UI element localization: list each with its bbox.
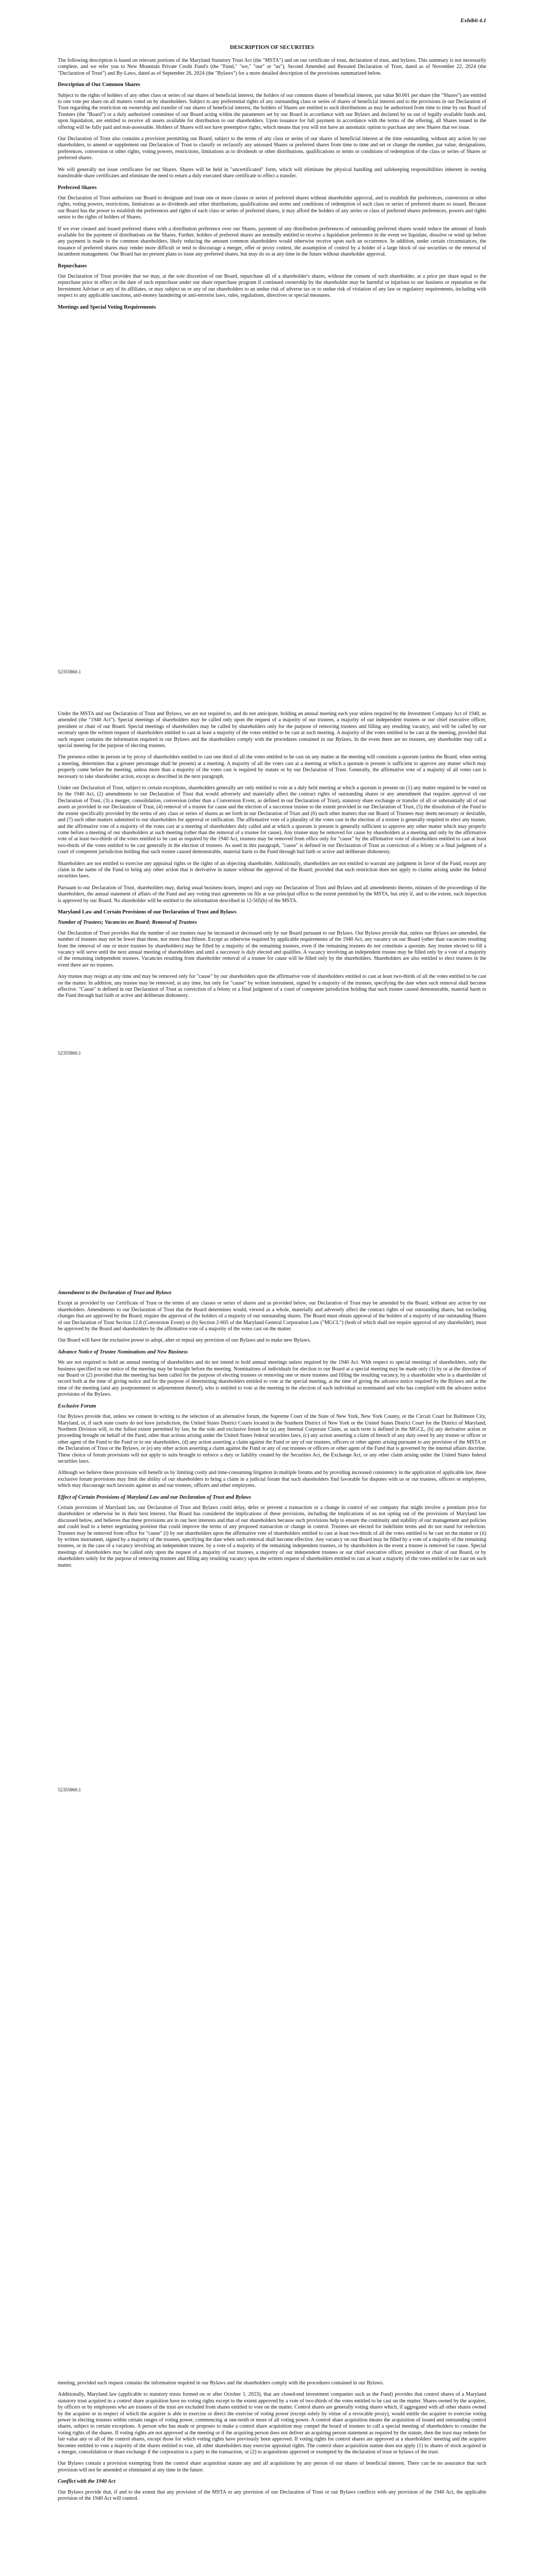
section-heading-preferred-shares: Preferred Shares	[58, 184, 97, 191]
paragraph: We will generally not issue certificates for our Shares. Shares will be held in "uncertificated" form, which will eliminate the physical handling and safekeeping responsibilities inherent in owning transferable share certificates and eliminate the need to return a duly executed share certificate to effect a transfer.	[58, 166, 486, 179]
paragraph: Subject to the rights of holders of any other class or series of our shares of beneficial interest, the holders of our common shares of beneficial interest, par value $0.001 per share (the "Shares") are entitled to one vote per share on all matters voted on by shareholders. Subject to any preferential rights of any outstanding class or series of shares of beneficial interest and to the provisions in our Declaration of Trust regarding the restriction on ownership and transfer of our shares of beneficial interest, the holders of Shares are entitled to such distributions as may be authorized from time to time by our Board of Trustees (the "Board") or a duly authorized committee of our Board acting within the parameters set by our Board in accordance with our Bylaws and declared by us out of legally available funds and, upon liquidation, are entitled to receive all assets available for distribution to our shareholders. Upon issuance for full payment in accordance with the terms of the offering, all Shares issued in the offering will be fully paid and non-assessable. Holders of Shares will not have preemptive rights, which means that you will not have an automatic option to purchase any new Shares that we issue.	[58, 92, 486, 130]
paragraph: Under our Declaration of Trust, subject to certain exceptions, shareholders generally are only entitled to vote at a duly held meeting at which a quorum is present on (1) any matter required to be voted on by the 1940 Act, (2) amendments to our Declaration of Trust that would adversely and materially affect the contract rights of outstanding shares or any amendment that requires approval of our Declaration of Trust, (3) a merger, consolidation, conversion (other than a Conversion Event, as defined in our Declaration of Trust), statutory share exchange or transfer of all or substantially all of our assets as provided in our Declaration of Trust, (4) removal of a trustee for cause and the election of a successor trustee to the extent provided in our Declaration of Trust, (5) the dissolution of the Fund to the extent specifically provided by the terms of any class or series of shares as set forth in our Declaration of Trust and (6) such other matters that our Board of Trustees may deem necessary or desirable, and (7) such other matters submitted to our shareholders for approval or ratification. The affirmative vote of a plurality of the votes cast in the election of a trustee is generally required to elect any trustee, and the affirmative vote of a majority of the votes cast at a meeting of shareholders duly called and at which a quorum is present is generally sufficient to approve any other matter which may properly come before a meeting of our shareholders at such meeting (other than the removal of a trustee for cause). Any trustee may be removed for cause by shareholders at a meeting and only by the affirmative vote of at least two-thirds of the votes entitled to be cast as required by the 1940 Act, trustees may be removed from office only for "cause" by the affirmative vote of shareholders entitled to cast at least two-thirds of the votes entitled to be cast generally in the election of trustees. As used in this paragraph, "cause" is defined in our Declaration of Trust as conviction of a felony or a final judgment of a court of competent jurisdiction holding that such trustee caused demonstrable, material harm to the Fund through bad faith or active and deliberate dishonesty.	[58, 785, 486, 855]
paragraph: Except as provided by our Certificate of Trust or the terms of any classes or series of shares and as provided below, our Declaration of Trust may be amended by the Board, without any action by our shareholders. Amendments to our Declaration of Trust that the Board determines would, viewed as a whole, materially and adversely affect the contract rights of our outstanding shares, but excluding changes that are approved by the Board, require the approval of the holders of a majority of our outstanding shares. The Board must obtain approval of the holders of a majority of our outstanding Shares of our Declaration of Trust Section 12.8 (Conversion Event) or (b) Section 2-605 of the Maryland General Corporation Law ("MGCL") (both of which shall not require approval of any shareholder), must be approved by the Board and shareholders by the affirmative vote of a majority of the votes cast on the matter.	[58, 1300, 486, 1332]
section-heading-meetings: Meetings and Special Voting Requirements	[58, 304, 156, 310]
section-heading-common-shares: Description of Our Common Shares	[58, 82, 140, 88]
paragraph: Our Bylaws provide that, unless we consent in writing to the selection of an alternative forum, the Supreme Court of the State of New York, New York County, or the Circuit Court for Baltimore City, Maryland, or, if such state courts do not have jurisdiction, the United States District Courts located in the Southern District of New York or the United States District Court for the District of Maryland, Northern Division will, to the fullest extent permitted by law, be the sole and exclusive forum for (a) any Internal Corporate Claim, as such term is defined in the MGCL, (b) any derivative action or proceeding brought on behalf of the Fund, other than actions arising under the United States federal securities laws, (c) any action asserting a claim of breach of any duty owed by any trustee or officer or other agent of the Fund to the Fund or to our shareholders, (d) any action asserting a claim against the Fund or any of our trustees, officers or other agents arising pursuant to any provision of the MSTA or the Declaration of Trust or the Bylaws, or (e) any other action asserting a claim against the Fund or any of our trustees or officers or other agent of the Fund that is governed by the internal affairs doctrine. These choice of forum provisions will not apply to suits brought to enforce a duty or liability created by the Securities Act, the Exchange Act, or any other claim arising under the United States federal securities laws.	[58, 1414, 486, 1464]
paragraph: If we ever created and issued preferred shares with a distribution preference over our Shares, payment of any distribution preferences of outstanding preferred shares would reduce the amount of funds available for the payment of distributions on the Shares. Further, holders of preferred shares are normally entitled to receive a liquidation preference in the event we liquidate, dissolve or wind up before any payment is made to the common shareholders, likely reducing the amount common shareholders would otherwise receive upon such an occurrence. In addition, under certain circumstances, the issuance of preferred shares may render more difficult or tend to discourage a merger, offer or proxy contest, the assumption of control by a holder of a large block of our securities or the removal of incumbent management. Our Board has no present plans to issue any preferred shares, but may do so at any time in the future without shareholder approval.	[58, 226, 486, 258]
paragraph: Certain provisions of Maryland law, our Declaration of Trust and Bylaws could delay, defer or prevent a transaction or a change in control of our company that might involve a premium price for shareholders or otherwise be in their best interest. Our Board has considered the implications of these provisions, including the implications of us not opting out of the provisions of Maryland law discussed below, and believes that these provisions are in our best interests and that of our shareholders because such provisions help to ensure the continuity and stability of our management and policies and could lead to a better negotiating position that could improve the terms of any proposed transaction or change in control. Trustees are elected for indefinite terms and do not stand for reelection. Trustees may be removed from office for "cause" (i) by our shareholders upon the affirmative vote of shareholders entitled to cast at least two-thirds of all the votes entitled to be cast on the matter or (ii) by written instrument, signed by a majority of the trustees, specifying the date when such removal shall become effective. Any vacancy on our Board may be filled by a vote of a majority of the remaining trustees, or in the case of a vacancy involving an independent trustee, by a vote of a majority of the remaining independent trustees, or by shareholders in the event a trustee is removed for cause. Special meetings of shareholders may be called only upon the request of a majority of our trustees, a majority of our independent trustees or our chief executive officer, president or chair of our Board, or by shareholders solely for the purpose of removing trustees and filling any resulting vacancy upon the written request of shareholders entitled to cast at least a majority of the votes entitled to be cast on such matter.	[58, 1504, 486, 1568]
page-1-body	[58, 58, 486, 315]
paragraph: Pursuant to our Declaration of Trust, shareholders may, during usual business hours, inspect and copy our Declaration of Trust and Bylaws and all amendments thereto, minutes of the proceedings of the shareholders, the annual statement of affairs of the Fund and any voting trust agreements on file at our principal office to the extent permitted by the MSTA, but only if, and to the extent, such inspection is approved by our Board. No shareholder will be entitled to the information described in 12-505(b) of the MSTA.	[58, 885, 486, 904]
subsection-heading-amendment: Amendment to the Declaration of Trust and Bylaws	[58, 1290, 172, 1296]
section-heading-repurchases: Repurchases	[58, 263, 87, 269]
paragraph: Our Bylaws contain a provision exempting from the control share acquisition statute any and all acquisitions by any person of our shares of beneficial interest. There can be no assurance that such provision will not be amended or eliminated at any time in the future.	[58, 2461, 486, 2473]
subsection-heading-effect-of-provisions: Effect of Certain Provisions of Maryland Law and our Declaration of Trust and Bylaws	[58, 1494, 251, 1500]
paragraph: Under the MSTA and our Declaration of Trust and Bylaws, we are not required to, and do not anticipate, holding an annual meeting each year unless required by the Investment Company Act of 1940, as amended (the "1940 Act"). Special meetings of shareholders may be called only upon the request of a majority of our trustees, a majority of our independent trustees or our chief executive officer, president or chair of our Board. Special meetings of shareholders may be called by shareholders only for the purpose of removing trustees and filling any resulting vacancy, and will be called by our secretary upon the written request of shareholders entitled to cast at least a majority of the votes entitled to be cast at such meeting. A majority of the votes entitled to be cast at the meeting, provided that such request contains the information required in our Bylaws and the shareholders comply with the procedures contained in our Bylaws. In the event there are no trustees, any shareholder may call a special meeting for the purpose of electing trustees.	[58, 711, 486, 749]
page-footer: 52355860.1	[58, 670, 81, 675]
paragraph: Our Declaration of Trust authorizes our Board to designate and issue one or more classes or series of preferred shares without shareholder approval, and to establish the preferences, conversion or other rights, voting powers, restrictions, limitations as to dividends and other distributions, qualifications and terms and conditions of redemption of each class or series of preferred shares so issued. Because our Board has the power to establish the preferences and rights of each class or series of preferred shares, it may afford the holders of any series or class of preferred shares preferences, powers and rights senior to the rights of holders of Shares.	[58, 195, 486, 221]
paragraph: Our Declaration of Trust also contains a provision permitting our Board, subject to the terms of any class or series of our shares of beneficial interest at the time outstanding, without any action by our shareholders, to amend or supplement our Declaration of Trust to classify or reclassify any unissued Shares or preferred shares from time to time and set or change the number, par value, designations, preferences, conversion or other rights, voting powers, restrictions, limitations as to dividends or other distributions, qualifications or terms or conditions of redemption of the class or series of Shares or preferred shares.	[58, 136, 486, 161]
paragraph: Our Declaration of Trust provides that we may, at the sole discretion of our Board, repurchase all of a shareholder's shares, without the consent of such shareholder, at a price per share equal to the repurchase price in effect or the date of such repurchase under our share repurchase program if continued ownership by the shareholder may be harmful or injurious to our business or reputation or the Investment Adviser or any of its affiliates, or may subject us or any of our shareholders to an undue risk of adverse tax or to undue risk of violation of any law or regulatory requirements, including with respect to any applicable sanctions, anti-money laundering or anti-terrorist laws, rules, regulations, directives or special measures.	[58, 273, 486, 299]
paragraph: The presence either in person or by proxy of shareholders entitled to cast one third of all the votes entitled to be cast on any matter at the meeting will constitute a quorum (unless the Board, when setting a meeting, determines that a greater percentage shall be present) at a meeting. A majority of all the votes cast at a meeting at which a quorum is present is sufficient to approve any matter which may properly come before the meeting, unless more than a majority of the votes cast is required by statute or by our Declaration of Trust. Generally, the affirmative vote of a majority of all votes cast is necessary to take shareholder action, except as described in the next paragraph.	[58, 754, 486, 779]
subsection-heading-exclusive-forum: Exclusive Forum	[58, 1403, 96, 1409]
subsection-heading-trustees: Number of Trustees; Vacancies on Board; Removal of Trustees	[58, 920, 197, 926]
intro-paragraph: The following description is based on relevant portions of the Maryland Statutory Trust Act (the "MSTA") and on our certificate of trust, declaration of trust, and bylaws. This summary is not necessarily complete, and we refer you to New Mountain Private Credit Fund's (the "Fund," "we," "our" or "us"), Second Amended and Restated Declaration of Trust, dated as of November 22, 2024 (the "Declaration of Trust") and By-Laws, dated as of September 26, 2024 (the "Bylaws") for a more detailed description of the provisions summarized below.	[58, 58, 486, 76]
paragraph: Our Board will have the exclusive power to adopt, alter or repeal any provision of our Bylaws and to make new Bylaws.	[58, 1337, 311, 1344]
paragraph: Shareholders are not entitled to exercise any appraisal rights or the rights of an objecting shareholder. Additionally, shareholders are not entitled to warrant any judgment in favor of the Fund, except any claim in the name of the Fund to bring any other action that is derivative in nature without the approval of the Board; provided that such restriction does not apply to claims arising under the federal securities laws.	[58, 860, 486, 879]
paragraph: Any trustee may resign at any time and may be removed only for "cause" by our shareholders upon the affirmative vote of shareholders entitled to cast at least two-thirds of all the votes entitled to be cast on the matter. In addition, any trustee may be removed, at any time, but only for "cause" by written instrument, signed by a majority of the trustees, specifying the date when such removal shall become effective. "Cause" is defined in our Declaration of Trust as conviction of a felony or a final judgment of a court of competent jurisdiction holding that such trustee caused demonstrable, material harm to the Fund through bad faith or active and deliberate dishonesty.	[58, 974, 486, 999]
paragraph: We are not required to hold an annual meeting of shareholders and do not intend to hold annual meetings unless required by the 1940 Act. With respect to special meetings of shareholders, only the business specified in our notice of the meeting may be brought before the meeting. Nominations of individuals for election to our Board at a special meeting may be made only (1) by or at the direction of our Board or (2) provided that the meeting has been called for the purpose of electing trustees or removing one or more trustees and filling the resulting vacancy, by a shareholder who is a shareholder of record both at the time of giving notice and for the purpose of determining shareholders entitled to vote at the special meeting, at the time of giving the advance notice required by the Bylaws and at the time of the meeting (and any postponement or adjournment thereof), who is entitled to vote at the meeting in the election of each individual so nominated and who has complied with the advance notice provisions of the Bylaws.	[58, 1360, 486, 1398]
document-title: DESCRIPTION OF SECURITIES	[229, 44, 315, 50]
paragraph: Our Bylaws provide that, if and to the extent that any provision of the MSTA or any provision of our Declaration of Trust or our Bylaws conflicts with any provision of the 1940 Act, the applicable provision of the 1940 Act will control.	[58, 2489, 486, 2502]
page-footer: 52355860.1	[58, 1788, 81, 1793]
subsection-heading-conflict-1940-act: Conflict with the 1940 Act	[58, 2479, 116, 2485]
page-footer: 52355860.1	[58, 1051, 81, 1056]
page-4-body	[58, 2380, 486, 2507]
subsection-heading-advance-notice: Advance Notice of Trustee Nominations and New Business	[58, 1349, 188, 1355]
paragraph: Additionally, Maryland law (applicable to statutory trusts formed on or after October 1, 2023), that are closed-end investment companies such as the Fund) provides that control shares of a Maryland statutory trust acquired in a control share acquisition have no voting rights except to the extent approved by a vote of two-thirds of the votes entitled to be cast on the matter. Shares owned by the acquirer, by officers or by employees who are trustees of the trust are excluded from shares entitled to vote on the matter. Control shares are generally voting shares which, if aggregated with all other shares owned by the acquirer or in respect of which the acquirer is able to exercise or direct the exercise of voting power (except solely by virtue of a revocable proxy), would entitle the acquirer to exercise voting power in electing trustees within certain ranges of voting power, commencing at one-tenth or more of all voting power. A control share acquisition means the acquisition of issued and outstanding control shares, subject to certain exceptions. A person who has made or proposes to make a control share acquisition may compel the board of trustees to call a special meeting of shareholders to consider the voting rights of the shares. If voting rights are not approved at the meeting or if the acquiring person does not deliver an acquiring person statement as required by the statute, then the trust may redeem for fair value any or all of the control shares, except those for which voting rights have previously been approved. If voting rights for control shares are approved at a shareholders' meeting and the acquirer becomes entitled to vote a majority of the shares entitled to vote, all other shareholders may exercise appraisal rights. The control share acquisition statute does not apply (1) to shares of stock acquired in a merger, consolidation or share exchange if the corporation is a party to the transaction, or (2) to acquisitions approved or exempted by the declaration of trust or bylaws of the trust.	[58, 2392, 486, 2455]
paragraph: Our Declaration of Trust provides that the number of our trustees may be increased or decreased only by our Board pursuant to our Bylaws. Our Bylaws provide that, unless our Bylaws are amended, the number of trustees may not be fewer than three, nor more than fifteen. Except as otherwise required by applicable requirements of the 1940 Act, any vacancy on our Board (other than vacancies resulting from the removal of one or more trustees by shareholders) may be filled by a majority of the remaining trustees, even if the remaining trustees do not constitute a quorum. Any trustee elected to fill a vacancy will serve until the next annual meeting of shareholders and until a successor is duly elected and qualifies. A vacancy involving an independent trustee may be filled only by a vote of a majority of the remaining independent trustees. Vacancies resulting from shareholder removal of a trustee for cause will be filled only by the shareholders. Shareholders are also entitled to elect trustees in the event there are no trustees.	[58, 930, 486, 968]
section-heading-maryland-law: Maryland Law and Certain Provisions of our Declaration of Trust and Bylaws	[58, 909, 237, 915]
page-3-body	[58, 1288, 486, 1574]
paragraph: Although we believe these provisions will benefit us by limiting costly and time-consuming litigation in multiple forums and by providing increased consistency in the application of applicable law, these exclusive forum provisions may limit the ability of our shareholders to bring a claim in a judicial forum that such shareholders find favorable for disputes with us or our trustees, officers or employees, which may discourage such lawsuits against us and our trustees, officers and other employees.	[58, 1470, 486, 1489]
exhibit-label: Exhibit 4.1	[460, 18, 486, 24]
paragraph: meeting, provided such request contains the information required in our Bylaws and the shareholders comply with the procedures contained in our Bylaws.	[58, 2380, 384, 2386]
page-2-body	[58, 711, 486, 1005]
